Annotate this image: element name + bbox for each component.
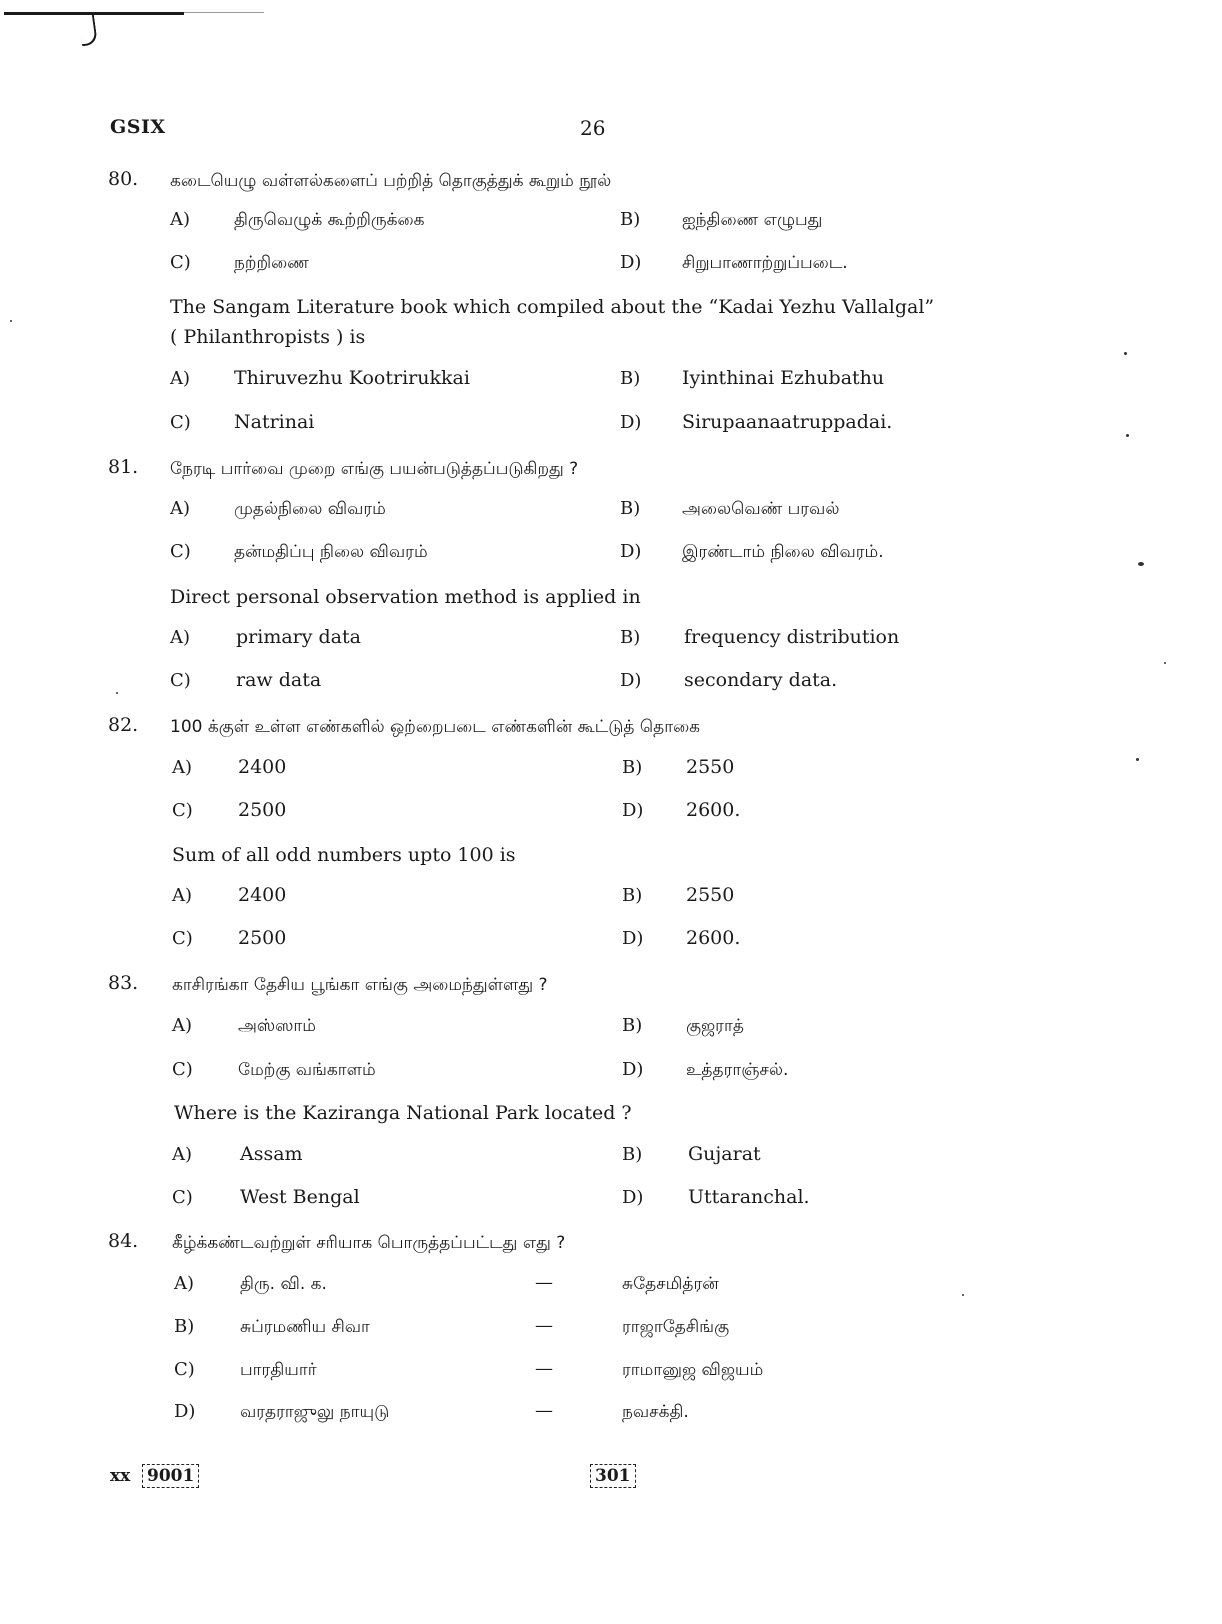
option-letter: A) <box>170 627 191 648</box>
option-letter: B) <box>620 368 641 389</box>
footer-prefix: xx <box>110 1466 131 1486</box>
option-text: 2550 <box>686 756 735 778</box>
scan-speck <box>962 1294 964 1296</box>
sheet-number: 301 <box>590 1464 636 1488</box>
question-text-english: The Sangam Literature book which compiled about the “Kadai Yezhu Vallalgal” <box>170 296 935 318</box>
option-letter: D) <box>622 928 644 949</box>
option-text: 2500 <box>238 799 287 821</box>
scan-speck <box>116 692 118 694</box>
question-number: 82. <box>108 714 139 736</box>
question-number: 80. <box>108 168 139 190</box>
pair-left-tamil: பாரதியார் <box>240 1360 317 1380</box>
option-text-tamil: குஜராத் <box>686 1016 744 1036</box>
option-text: Sirupaanaatruppadai. <box>682 411 893 433</box>
option-letter: D) <box>620 670 642 691</box>
option-text: 2550 <box>686 884 735 906</box>
question-text-english: Where is the Kaziranga National Park located ? <box>174 1102 632 1124</box>
option-letter: D) <box>620 252 642 273</box>
option-text: Natrinai <box>234 411 315 433</box>
option-text: Assam <box>240 1143 303 1165</box>
scan-artifact-hook <box>78 14 98 46</box>
option-text: secondary data. <box>684 669 838 691</box>
option-letter: D) <box>622 1187 644 1208</box>
option-text: Uttaranchal. <box>688 1186 810 1208</box>
question-text-tamil: கீழ்க்கண்டவற்றுள் சரியாக பொருத்தப்பட்டது எது ? <box>172 1233 566 1253</box>
option-text: 2500 <box>238 927 287 949</box>
option-text: West Bengal <box>240 1186 360 1208</box>
option-text-tamil: முதல்நிலை விவரம் <box>234 499 386 519</box>
option-text-tamil: நற்றிணை <box>234 253 309 273</box>
option-letter: B) <box>620 209 641 230</box>
option-text: 2400 <box>238 756 287 778</box>
page-number: 26 <box>580 116 606 140</box>
question-text-tamil: காசிரங்கா தேசிய பூங்கா எங்கு அமைந்துள்ளது ? <box>172 975 548 995</box>
question-text-tamil: 100 க்குள் உள்ள எண்களில் ஒற்றைபடை எண்களின் கூட்டுத் தொகை <box>170 717 701 737</box>
option-letter: B) <box>620 627 641 648</box>
question-text-english-cont: ( Philanthropists ) is <box>170 326 366 348</box>
pair-right-tamil: ராமானுஜ விஜயம் <box>622 1360 764 1380</box>
option-text: 2400 <box>238 884 287 906</box>
option-letter: C) <box>170 252 191 273</box>
option-text-tamil: மேற்கு வங்காளம் <box>238 1060 376 1080</box>
option-text-tamil: இரண்டாம் நிலை விவரம். <box>682 542 884 562</box>
option-text: Thiruvezhu Kootrirukkai <box>234 367 470 389</box>
series-code: GSIX <box>110 116 166 138</box>
option-letter: C) <box>170 670 191 691</box>
option-letter: C) <box>174 1359 195 1380</box>
option-letter: C) <box>172 928 193 949</box>
option-letter: B) <box>622 1144 643 1165</box>
option-letter: A) <box>172 885 193 906</box>
option-text: Iyinthinai Ezhubathu <box>682 367 885 389</box>
option-text-tamil: அஸ்ஸாம் <box>238 1016 316 1036</box>
option-letter: A) <box>170 498 191 519</box>
option-letter: C) <box>172 1187 193 1208</box>
question-number: 84. <box>108 1230 139 1252</box>
scan-speck <box>1136 758 1139 761</box>
pair-right-tamil: ராஜாதேசிங்கு <box>622 1317 730 1337</box>
option-text: Gujarat <box>688 1143 761 1165</box>
option-text-tamil: சிறுபாணாற்றுப்படை. <box>682 253 848 273</box>
option-letter: A) <box>172 757 193 778</box>
option-text: 2600. <box>686 799 741 821</box>
option-text-tamil: உத்தராஞ்சல். <box>686 1060 789 1080</box>
scan-speck <box>1138 562 1144 566</box>
option-letter: C) <box>172 1059 193 1080</box>
option-letter: A) <box>174 1273 195 1294</box>
option-letter: D) <box>622 1059 644 1080</box>
scan-artifact-rule-faint <box>184 12 264 13</box>
booklet-code: 9001 <box>142 1464 199 1488</box>
scan-speck <box>10 320 12 322</box>
pair-dash: — <box>535 1272 553 1293</box>
option-letter: A) <box>170 209 191 230</box>
option-text-tamil: அலைவெண் பரவல் <box>682 499 840 519</box>
option-letter: B) <box>622 1015 643 1036</box>
pair-right-tamil: சுதேசமித்ரன் <box>622 1274 719 1294</box>
option-text: frequency distribution <box>684 626 900 648</box>
option-letter: A) <box>170 368 191 389</box>
option-text-tamil: தன்மதிப்பு நிலை விவரம் <box>234 542 428 562</box>
pair-right-tamil: நவசக்தி. <box>622 1402 689 1422</box>
option-letter: B) <box>622 757 643 778</box>
option-letter: B) <box>622 885 643 906</box>
question-text-english: Direct personal observation method is applied in <box>170 586 641 608</box>
scan-speck <box>1124 352 1127 355</box>
question-text-tamil: கடையெழு வள்ளல்களைப் பற்றித் தொகுத்துக் கூறும் நூல் <box>170 171 612 191</box>
option-letter: B) <box>174 1316 195 1337</box>
option-letter: A) <box>172 1015 193 1036</box>
option-text-tamil: ஐந்திணை எழுபது <box>682 210 823 230</box>
option-letter: D) <box>620 541 642 562</box>
pair-dash: — <box>535 1315 553 1336</box>
page-header <box>110 116 1110 146</box>
pair-dash: — <box>535 1400 553 1421</box>
option-text-tamil: திருவெழுக் கூற்றிருக்கை <box>234 210 425 230</box>
option-letter: D) <box>622 800 644 821</box>
option-letter: D) <box>174 1401 196 1422</box>
page-footer <box>110 1464 710 1494</box>
pair-dash: — <box>535 1358 553 1379</box>
option-letter: C) <box>170 412 191 433</box>
option-letter: C) <box>170 541 191 562</box>
option-letter: D) <box>620 412 642 433</box>
option-text: 2600. <box>686 927 741 949</box>
question-number: 83. <box>108 972 139 994</box>
question-number: 81. <box>108 456 139 478</box>
option-letter: B) <box>620 498 641 519</box>
scan-speck <box>1164 662 1166 664</box>
pair-left-tamil: திரு. வி. க. <box>240 1274 327 1294</box>
question-text-english: Sum of all odd numbers upto 100 is <box>172 844 516 866</box>
scan-artifact-rule <box>4 12 184 15</box>
pair-left-tamil: சுப்ரமணிய சிவா <box>240 1317 370 1337</box>
option-text: primary data <box>236 626 361 648</box>
option-letter: A) <box>172 1144 193 1165</box>
option-text: raw data <box>236 669 322 691</box>
question-text-tamil: நேரடி பார்வை முறை எங்கு பயன்படுத்தப்படுகிறது ? <box>170 459 579 479</box>
scan-speck <box>1126 434 1129 437</box>
pair-left-tamil: வரதராஜுலு நாயுடு <box>240 1402 390 1422</box>
option-letter: C) <box>172 800 193 821</box>
